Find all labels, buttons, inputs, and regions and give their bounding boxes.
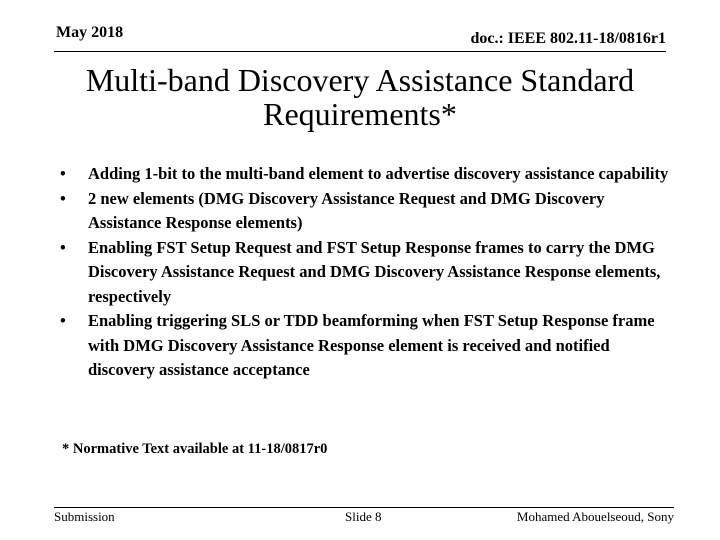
bullet-marker: • [60,311,66,330]
bullet-text: Enabling triggering SLS or TDD beamforming when FST Setup Response frame with DMG Discovery Assistance Response element is received and notified discovery assistance acceptance [88,311,655,379]
bullet-item [58,236,678,310]
footer-divider [54,507,674,508]
footer-slide-number: Slide 8 [345,509,382,524]
bullet-marker: • [60,164,66,183]
footnote: * Normative Text available at 11-18/0817r0 [62,441,328,457]
bullet-item [58,162,678,187]
footer-submission: Submission [54,509,115,524]
header-date: May 2018 [56,24,124,41]
bullet-text: Enabling FST Setup Request and FST Setup Response frames to carry the DMG Discovery Assistance Request and DMG Discovery Assistance Response elements, respectively [88,237,661,306]
bullet-text: 2 new elements (DMG Discovery Assistance Request and DMG Discovery Assistance Response elements) [88,188,605,232]
slide-title: Multi-band Discovery Assistance Standard Requirements* [85,62,635,132]
bullet-marker: • [60,188,66,208]
header-document-id: doc.: IEEE 802.11-18/0816r1 [470,30,666,47]
bullet-text: Adding 1-bit to the multi-band element to advertise discovery assistance capability [88,164,669,183]
header-divider [54,51,666,52]
footer-author: Mohamed Abouelseoud, Sony [516,509,674,524]
bullet-marker: • [60,237,66,257]
bullet-item [58,187,678,236]
bullet-item [58,309,678,383]
bullet-list [58,162,678,383]
